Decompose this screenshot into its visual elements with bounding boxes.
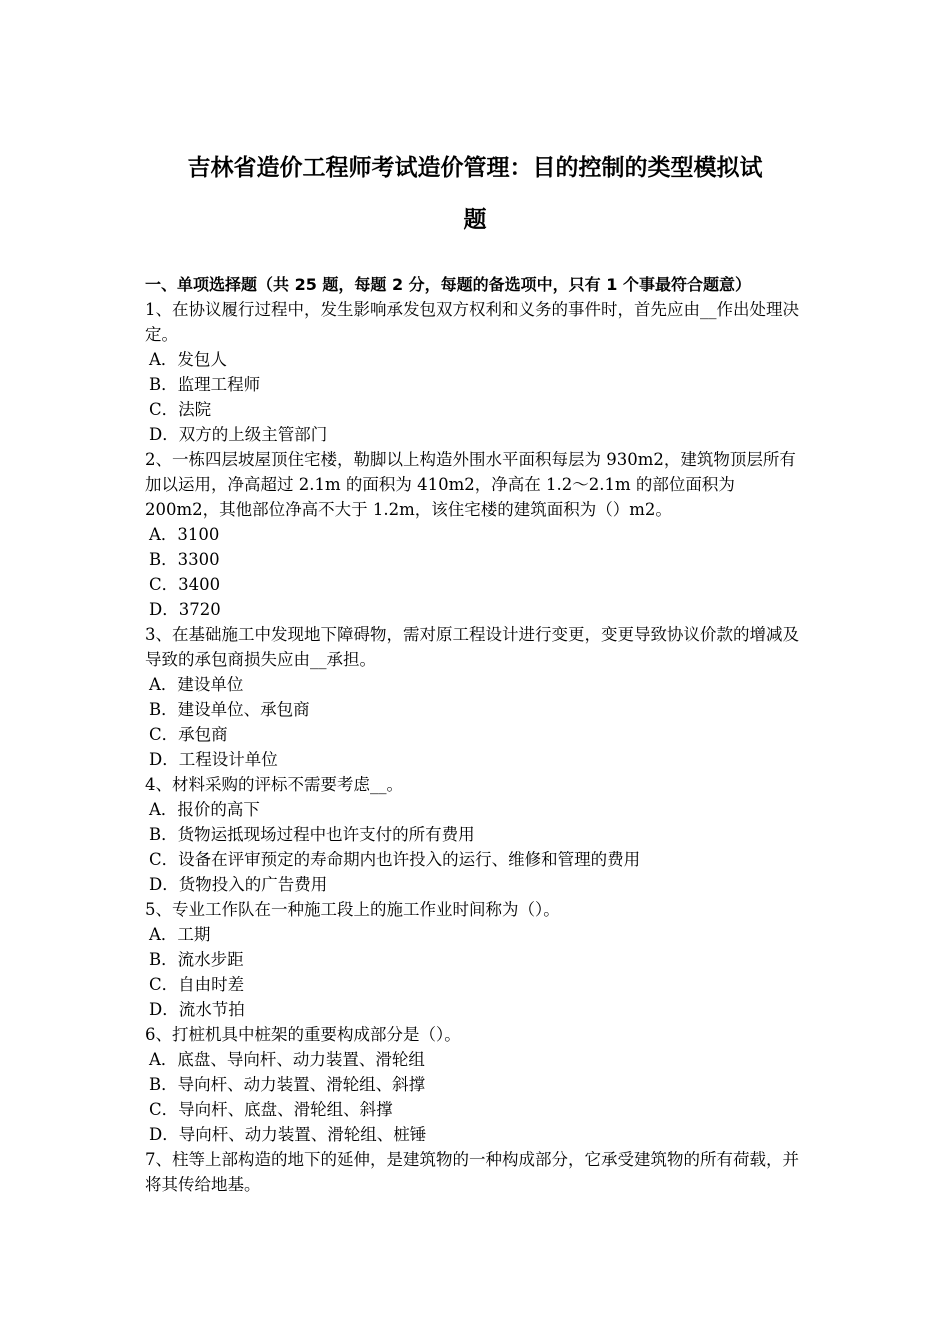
answer-option: A．3100 [149,525,220,544]
question-item [145,772,810,897]
answer-option: D．流水节拍 [149,1000,245,1019]
answer-option: C．3400 [149,575,221,594]
question-item [145,1147,810,1197]
question-item [145,1022,810,1147]
question-text: 4、材料采购的评标不需要考虑__。 [145,775,403,794]
answer-option: D．双方的上级主管部门 [149,425,328,444]
exam-content [145,272,810,1197]
answer-option: A．底盘、导向杆、动力装置、滑轮组 [149,1050,425,1069]
question-item [145,297,810,447]
section-heading: 一、单项选择题（共 25 题，每题 2 分，每题的备选项中，只有 1 个事最符合题意） [145,275,751,294]
answer-option: C．自由时差 [149,975,245,994]
question-text: 6、打桩机具中桩架的重要构成部分是（）。 [145,1025,461,1044]
question-item [145,897,810,1022]
answer-option: C．法院 [149,400,212,419]
answer-option: C．设备在评审预定的寿命期内也许投入的运行、维修和管理的费用 [149,850,641,869]
question-list [145,297,810,1197]
answer-option: B．监理工程师 [149,375,261,394]
answer-option: B．3300 [149,550,220,569]
question-item [145,622,810,772]
answer-option: B．建设单位、承包商 [149,700,310,719]
answer-option: B．流水步距 [149,950,244,969]
answer-option: D．工程设计单位 [149,750,278,769]
answer-option: A．报价的高下 [149,800,260,819]
answer-option: A．建设单位 [149,675,244,694]
answer-option: B．导向杆、动力装置、滑轮组、斜撑 [149,1075,426,1094]
document-title [145,142,805,246]
answer-option: A．工期 [149,925,211,944]
title-line-2: 题 [463,207,487,233]
answer-option: C．承包商 [149,725,228,744]
answer-option: D．导向杆、动力装置、滑轮组、桩锤 [149,1125,427,1144]
answer-option: C．导向杆、底盘、滑轮组、斜撑 [149,1100,393,1119]
answer-option: B．货物运抵现场过程中也许支付的所有费用 [149,825,475,844]
question-text: 7、柱等上部构造的地下的延伸，是建筑物的一种构成部分，它承受建筑物的所有荷载，并将其传给地基。 [145,1150,799,1194]
answer-option: D．货物投入的广告费用 [149,875,328,894]
question-text: 3、在基础施工中发现地下障碍物，需对原工程设计进行变更，变更导致协议价款的增减及导致的承包商损失应由__承担。 [145,625,799,669]
question-item [145,447,810,622]
question-text: 1、在协议履行过程中，发生影响承发包双方权利和义务的事件时，首先应由__作出处理决定。 [145,300,799,344]
answer-option: A．发包人 [149,350,227,369]
answer-option: D．3720 [149,600,221,619]
question-text: 2、一栋四层坡屋顶住宅楼，勒脚以上构造外围水平面积每层为 930m2，建筑物顶层所有加以运用，净高超过 2.1m 的面积为 410m2，净高在 1.2～2.1m 的部位面积为 200m2，其他部位净高不大于 1.2m，该住宅楼的建筑面积为（）m2。 [145,450,796,519]
question-text: 5、专业工作队在一种施工段上的施工作业时间称为（）。 [145,900,560,919]
title-line-1: 吉林省造价工程师考试造价管理：目的控制的类型模拟试 [187,155,763,181]
